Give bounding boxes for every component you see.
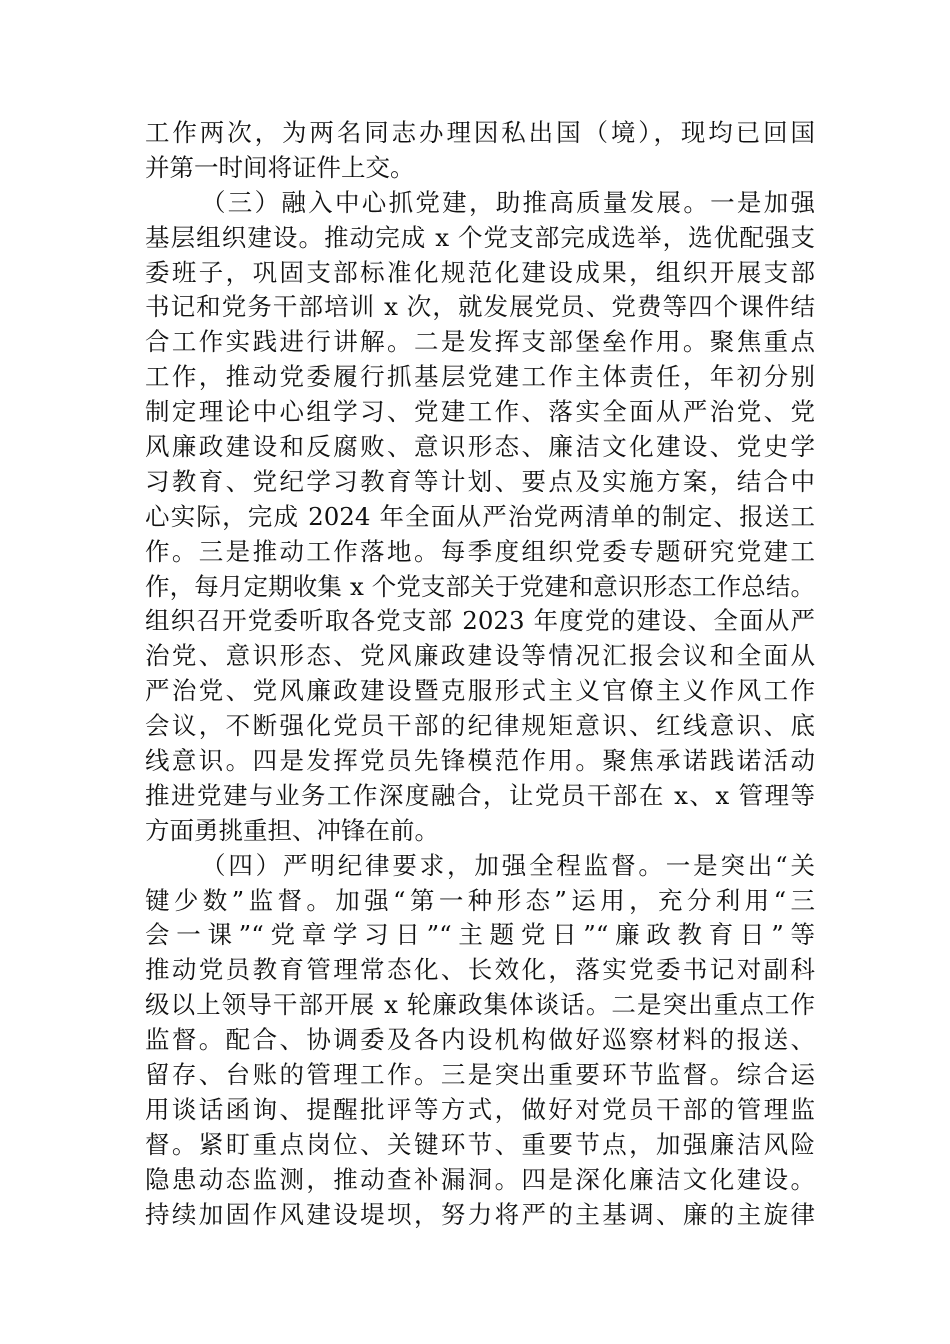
text-line: 用谈话函询、提醒批评等方式，做好对党员干部的管理监 bbox=[145, 1094, 815, 1124]
text-line: 键少数”监督。加强“第一种形态”运用，充分利用“三 bbox=[145, 885, 815, 915]
text-line: 督。紧盯重点岗位、关键环节、重要节点，加强廉洁风险 bbox=[145, 1129, 815, 1159]
text-line: （四）严明纪律要求，加强全程监督。一是突出“关 bbox=[201, 850, 815, 880]
text-line: 风廉政建设和反腐败、意识形态、廉洁文化建设、党史学 bbox=[145, 432, 815, 462]
text-line: 严治党、党风廉政建设暨克服形式主义官僚主义作风工作 bbox=[145, 676, 815, 706]
text-line: 基层组织建设。推动完成 x 个党支部完成选举，选优配强支 bbox=[145, 222, 815, 252]
text-line: 组织召开党委听取各党支部 2023 年度党的建设、全面从严 bbox=[145, 606, 815, 636]
text-line: 持续加固作风建设堤坝，努力将严的主基调、廉的主旋律 bbox=[145, 1199, 815, 1229]
text-line: 工作两次，为两名同志办理因私出国（境），现均已回国 bbox=[145, 118, 815, 147]
text-line: 留存、台账的管理工作。三是突出重要环节监督。综合运 bbox=[145, 1060, 815, 1090]
text-line: 并第一时间将证件上交。 bbox=[145, 152, 415, 182]
text-line: 工作，推动党委履行抓基层党建工作主体责任，年初分别 bbox=[145, 362, 815, 392]
text-line: 心实际，完成 2024 年全面从严治党两清单的制定、报送工 bbox=[145, 501, 815, 531]
text-line: 书记和党务干部培训 x 次，就发展党员、党费等四个课件结 bbox=[145, 292, 815, 322]
text-line: 推进党建与业务工作深度融合，让党员干部在 x、x 管理等 bbox=[145, 780, 815, 810]
text-line: （三）融入中心抓党建，助推高质量发展。一是加强 bbox=[201, 187, 815, 217]
text-line: 治党、意识形态、党风廉政建设等情况汇报会议和全面从 bbox=[145, 641, 815, 671]
text-line: 方面勇挑重担、冲锋在前。 bbox=[145, 815, 439, 845]
text-line: 习教育、党纪学习教育等计划、要点及实施方案，结合中 bbox=[145, 466, 815, 496]
text-line: 委班子，巩固支部标准化规范化建设成果，组织开展支部 bbox=[145, 257, 815, 287]
text-line: 作。三是推动工作落地。每季度组织党委专题研究党建工 bbox=[145, 536, 815, 566]
text-line: 会议，不断强化党员干部的纪律规矩意识、红线意识、底 bbox=[145, 711, 815, 741]
text-line: 制定理论中心组学习、党建工作、落实全面从严治党、党 bbox=[145, 397, 815, 427]
text-line: 级以上领导干部开展 x 轮廉政集体谈话。二是突出重点工作 bbox=[145, 990, 815, 1020]
text-line: 推动党员教育管理常态化、长效化，落实党委书记对副科 bbox=[145, 955, 815, 985]
document-body bbox=[145, 116, 815, 1233]
text-line: 作，每月定期收集 x 个党支部关于党建和意识形态工作总结。 bbox=[145, 571, 815, 601]
text-line: 会一课”“党章学习日”“主题党日”“廉政教育日”等 bbox=[145, 920, 815, 950]
text-line: 监督。配合、协调委及各内设机构做好巡察材料的报送、 bbox=[145, 1025, 815, 1055]
text-line: 隐患动态监测，推动查补漏洞。四是深化廉洁文化建设。 bbox=[145, 1164, 815, 1194]
text-line: 线意识。四是发挥党员先锋模范作用。聚焦承诺践诺活动 bbox=[145, 746, 815, 776]
text-line: 合工作实践进行讲解。二是发挥支部堡垒作用。聚焦重点 bbox=[145, 327, 815, 357]
